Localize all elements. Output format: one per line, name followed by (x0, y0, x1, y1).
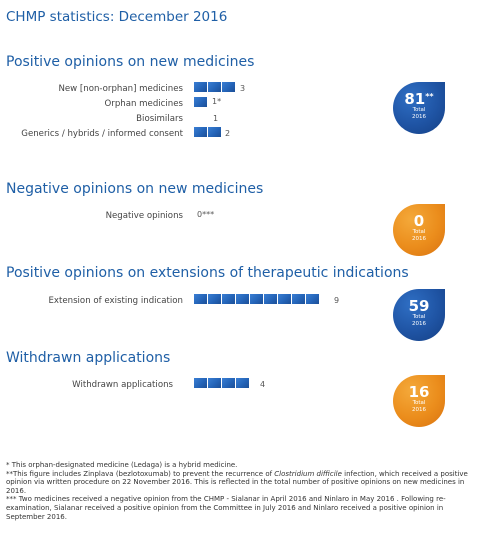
badge-number: 59 (408, 297, 430, 315)
bar-group-extension-indication (194, 294, 319, 304)
badge-year: 2016 (412, 407, 426, 413)
section-heading-negative-opinions: Negative opinions on new medicines (6, 181, 264, 197)
bar-block (194, 294, 207, 304)
section-heading-withdrawn: Withdrawn applications (6, 350, 171, 366)
total-badge-withdrawn (393, 375, 445, 427)
row-label-extension-indication: Extension of existing indication (48, 296, 183, 306)
bar-block (236, 378, 249, 388)
bar-block (194, 378, 207, 388)
bar-group-orphan-medicines (194, 97, 207, 107)
row-value-negative-opinions: 0*** (197, 210, 215, 219)
bar-group-generics (194, 127, 221, 137)
badge-year: 2016 (412, 114, 426, 120)
bar-block (236, 294, 249, 304)
row-value-extension-indication: 9 (334, 296, 340, 305)
row-value-orphan-medicines: 1* (212, 97, 222, 106)
badge-caption: Total (412, 107, 426, 113)
badge-number: 16 (408, 383, 430, 401)
bar-block (208, 294, 221, 304)
total-badge-negative-opinions (393, 204, 445, 256)
total-badge-positive-opinions (393, 82, 445, 134)
row-value-withdrawn-applications: 4 (260, 380, 266, 389)
bar-block (194, 82, 207, 92)
footnote-2 (6, 470, 476, 496)
bar-block (250, 294, 263, 304)
badge-caption: Total (412, 400, 426, 406)
bar-group-new-medicines (194, 82, 235, 92)
total-badge-extensions (393, 289, 445, 341)
row-label-withdrawn-applications: Withdrawn applications (72, 380, 173, 390)
footnote-3: *** Two medicines received a negative opinion from the CHMP - Sialanar in April 2016 and Ninlaro in May 2016 . Following re-examination, Sialanar received a positive opinion from the Committee in July 2016 and Ninlaro received a positive opinion in September 2016. (6, 495, 446, 521)
bar-group-withdrawn-applications (194, 378, 249, 388)
row-value-new-medicines: 3 (240, 84, 246, 93)
bar-block (208, 82, 221, 92)
bar-block (292, 294, 305, 304)
bar-block (208, 378, 221, 388)
badge-number: 0 (413, 212, 425, 230)
row-label-new-medicines: New [non-orphan] medicines (58, 84, 183, 94)
bar-block (208, 127, 221, 137)
badge-year: 2016 (412, 321, 426, 327)
footnote-2-prefix: **This figure includes Zinplava (bezlotoxumab) to prevent the recurrence of (6, 469, 275, 478)
bar-block (194, 97, 207, 107)
bar-block (306, 294, 319, 304)
row-value-generics: 2 (225, 129, 231, 138)
section-heading-extensions: Positive opinions on extensions of therapeutic indications (6, 265, 409, 281)
section-heading-positive-opinions: Positive opinions on new medicines (6, 54, 255, 70)
row-label-biosimilars: Biosimilars (136, 114, 183, 124)
bar-block (194, 127, 207, 137)
row-label-orphan-medicines: Orphan medicines (104, 99, 183, 109)
badge-caption: Total (412, 229, 426, 235)
footnote-2-suffix: infection, which received a positive opinion via written procedure on 22 November 2016. This is reflected in the total number of positive opinions on new medicines in 2016. (6, 469, 468, 495)
footnote-1: * This orphan-designated medicine (Ledaga) is a hybrid medicine. (6, 461, 238, 469)
row-label-negative-opinions: Negative opinions (105, 211, 183, 221)
bar-block (222, 378, 235, 388)
bar-block (222, 82, 235, 92)
bar-block (222, 294, 235, 304)
footnotes (6, 461, 476, 521)
bar-block (278, 294, 291, 304)
page-title: CHMP statistics: December 2016 (6, 9, 228, 25)
footnote-2-italic: Clostridium difficile (274, 469, 342, 478)
badge-year: 2016 (412, 236, 426, 242)
badge-caption: Total (412, 314, 426, 320)
bar-block (264, 294, 277, 304)
row-label-generics: Generics / hybrids / informed consent (21, 129, 183, 139)
badge-number: 81 (404, 90, 426, 108)
badge-marker: ** (425, 92, 434, 101)
row-value-biosimilars: 1 (213, 114, 219, 123)
